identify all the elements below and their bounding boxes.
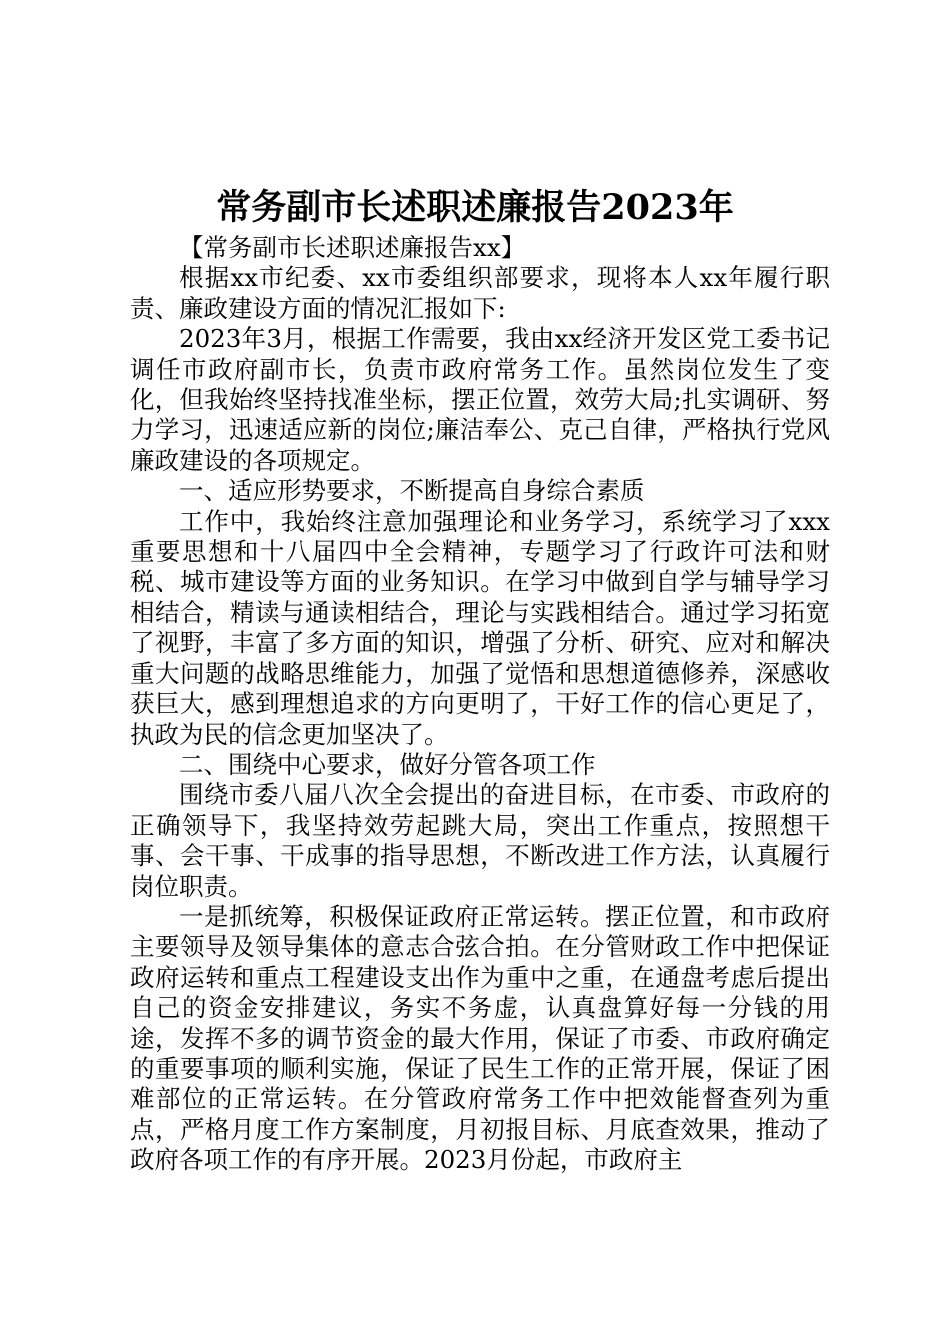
paragraph-background: 2023年3月，根据工作需要，我由xx经济开发区党工委书记调任市政府副市长，负责市政府常务工作。虽然岗位发生了变化，但我始终坚持找准坐标，摆正位置，效劳大局;扎实调研、努力学习，迅速适应新的岗位;廉洁奉公、克己自律，严格执行党风廉政建设的各项规定。 [130, 324, 830, 475]
paragraph-study: 工作中，我始终注意加强理论和业务学习，系统学习了xxx重要思想和十八届四中全会精神，专题学习了行政许可法和财税、城市建设等方面的业务知识。在学习中做到自学与辅导学习相结合，精读与通读相结合，理论与实践相结合。通过学习拓宽了视野，丰富了多方面的知识，增强了分析、研究、应对和解决重大问题的战略思维能力，加强了觉悟和思想道德修养，深感收获巨大，感到理想追求的方向更明了，干好工作的信心更足了，执政为民的信念更加坚决了。 [130, 506, 830, 749]
section-heading-1: 一、适应形势要求，不断提高自身综合素质 [179, 476, 645, 506]
paragraph-intro: 根据xx市纪委、xx市委组织部要求，现将本人xx年履行职责、廉政建设方面的情况汇报如下: [130, 263, 830, 323]
paragraph-coordination: 一是抓统筹，积极保证政府正常运转。摆正位置，和市政府主要领导及领导集体的意志合弦合拍。在分管财政工作中把保证政府运转和重点工程建设支出作为重中之重，在通盘考虑后提出自己的资金安排建议，务实不务虚，认真盘算好每一分钱的用途，发挥不多的调节资金的最大作用，保证了市委、市政府确定的重要事项的顺利实施，保证了民生工作的正常开展，保证了困难部位的正常运转。在分管政府常务工作中把效能督查列为重点，严格月度工作方案制度，月初报目标、月底查效果，推动了政府各项工作的有序开展。2023月份起，市政府主 [130, 901, 830, 1175]
section-heading-2: 二、围绕中心要求，做好分管各项工作 [179, 749, 596, 779]
paragraph-goals: 围绕市委八届八次全会提出的奋进目标，在市委、市政府的正确领导下，我坚持效劳起跳大局，突出工作重点，按照想干事、会干事、干成事的指导思想，不断改进工作方法，认真履行岗位职责。 [130, 780, 830, 901]
document-body [130, 233, 830, 1176]
paragraph-subtitle: 【常务副市长述职述廉报告xx】 [179, 233, 526, 262]
document-title: 常务副市长述职述廉报告2023年 [216, 187, 734, 228]
